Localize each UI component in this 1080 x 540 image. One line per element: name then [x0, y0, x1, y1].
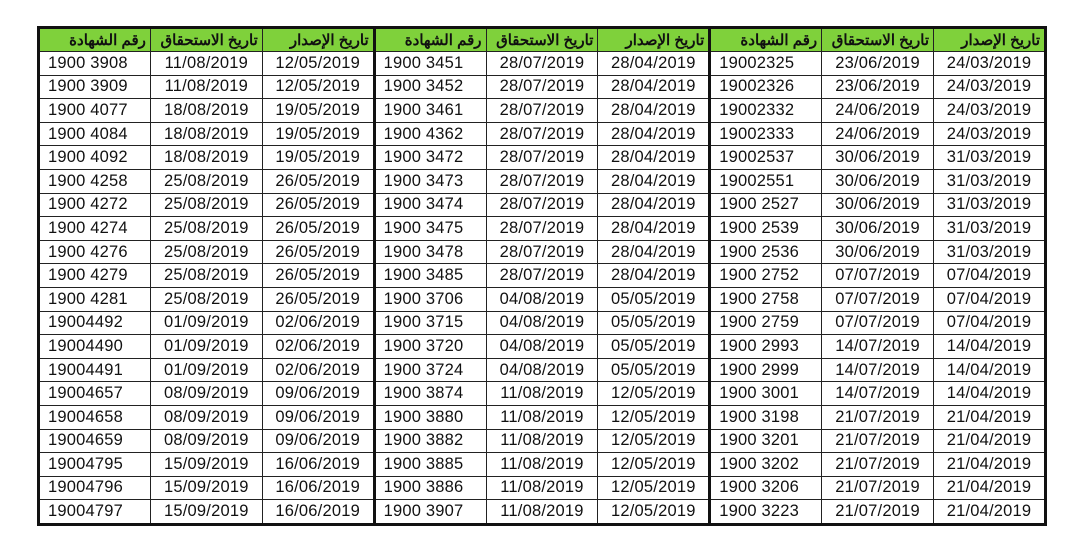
cell-certificate-number: 19002325	[710, 52, 822, 76]
cell-maturity-date: 24/06/2019	[822, 99, 934, 123]
cell-certificate-number: 1900 3452	[374, 75, 486, 99]
cell-issue-date: 28/04/2019	[598, 146, 710, 170]
cell-certificate-number: 1900 3001	[710, 382, 822, 406]
cell-maturity-date: 21/07/2019	[822, 500, 934, 525]
cell-maturity-date: 28/07/2019	[486, 146, 598, 170]
table-row	[39, 146, 1046, 170]
cell-issue-date: 14/04/2019	[934, 335, 1046, 359]
cell-maturity-date: 21/07/2019	[822, 429, 934, 453]
cell-certificate-number: 1900 4281	[39, 287, 151, 311]
cell-certificate-number: 1900 2536	[710, 240, 822, 264]
table-row	[39, 500, 1046, 525]
cell-maturity-date: 25/08/2019	[150, 287, 262, 311]
cell-maturity-date: 18/08/2019	[150, 99, 262, 123]
cell-issue-date: 14/04/2019	[934, 382, 1046, 406]
cell-certificate-number: 1900 3715	[374, 311, 486, 335]
cell-maturity-date: 28/07/2019	[486, 122, 598, 146]
table-row	[39, 382, 1046, 406]
cell-certificate-number: 1900 2993	[710, 335, 822, 359]
cell-maturity-date: 01/09/2019	[150, 311, 262, 335]
cell-certificate-number: 19004658	[39, 405, 151, 429]
cell-issue-date: 16/06/2019	[262, 453, 374, 477]
cell-certificate-number: 1900 3201	[710, 429, 822, 453]
cell-certificate-number: 1900 3724	[374, 358, 486, 382]
table-row	[39, 217, 1046, 241]
cell-issue-date: 31/03/2019	[934, 146, 1046, 170]
cell-issue-date: 28/04/2019	[598, 193, 710, 217]
cell-issue-date: 21/04/2019	[934, 476, 1046, 500]
cell-maturity-date: 28/07/2019	[486, 193, 598, 217]
certificate-table-container	[37, 26, 1047, 524]
cell-maturity-date: 11/08/2019	[486, 405, 598, 429]
cell-maturity-date: 07/07/2019	[822, 264, 934, 288]
table-row	[39, 52, 1046, 76]
cell-issue-date: 12/05/2019	[598, 500, 710, 525]
cell-maturity-date: 04/08/2019	[486, 358, 598, 382]
header-maturity-date: تاريخ الاستحقاق	[822, 28, 934, 52]
cell-maturity-date: 11/08/2019	[486, 500, 598, 525]
cell-maturity-date: 30/06/2019	[822, 193, 934, 217]
cell-issue-date: 26/05/2019	[262, 169, 374, 193]
cell-certificate-number: 1900 3475	[374, 217, 486, 241]
table-row	[39, 358, 1046, 382]
cell-maturity-date: 14/07/2019	[822, 382, 934, 406]
table-row	[39, 75, 1046, 99]
cell-issue-date: 16/06/2019	[262, 500, 374, 525]
cell-maturity-date: 25/08/2019	[150, 240, 262, 264]
cell-issue-date: 21/04/2019	[934, 500, 1046, 525]
cell-maturity-date: 08/09/2019	[150, 382, 262, 406]
cell-certificate-number: 1900 3474	[374, 193, 486, 217]
cell-certificate-number: 19004795	[39, 453, 151, 477]
table-header-row	[39, 28, 1046, 52]
cell-issue-date: 16/06/2019	[262, 476, 374, 500]
header-certificate-number: رقم الشهادة	[39, 28, 151, 52]
cell-certificate-number: 1900 3198	[710, 405, 822, 429]
header-certificate-number: رقم الشهادة	[710, 28, 822, 52]
cell-certificate-number: 1900 2999	[710, 358, 822, 382]
cell-maturity-date: 15/09/2019	[150, 500, 262, 525]
table-row	[39, 240, 1046, 264]
header-issue-date: تاريخ الإصدار	[262, 28, 374, 52]
cell-issue-date: 05/05/2019	[598, 287, 710, 311]
cell-certificate-number: 1900 4272	[39, 193, 151, 217]
cell-issue-date: 05/05/2019	[598, 311, 710, 335]
cell-issue-date: 31/03/2019	[934, 217, 1046, 241]
cell-certificate-number: 19004492	[39, 311, 151, 335]
cell-maturity-date: 28/07/2019	[486, 99, 598, 123]
table-row	[39, 193, 1046, 217]
cell-certificate-number: 1900 4258	[39, 169, 151, 193]
cell-certificate-number: 19004659	[39, 429, 151, 453]
cell-maturity-date: 11/08/2019	[150, 52, 262, 76]
cell-certificate-number: 1900 3451	[374, 52, 486, 76]
cell-maturity-date: 28/07/2019	[486, 264, 598, 288]
table-row	[39, 264, 1046, 288]
header-maturity-date: تاريخ الاستحقاق	[150, 28, 262, 52]
cell-certificate-number: 1900 2758	[710, 287, 822, 311]
cell-certificate-number: 19002326	[710, 75, 822, 99]
cell-certificate-number: 1900 3706	[374, 287, 486, 311]
cell-maturity-date: 23/06/2019	[822, 75, 934, 99]
cell-maturity-date: 30/06/2019	[822, 240, 934, 264]
cell-certificate-number: 1900 2539	[710, 217, 822, 241]
cell-maturity-date: 11/08/2019	[486, 476, 598, 500]
cell-maturity-date: 25/08/2019	[150, 169, 262, 193]
cell-issue-date: 12/05/2019	[598, 405, 710, 429]
cell-certificate-number: 1900 3472	[374, 146, 486, 170]
table-row	[39, 311, 1046, 335]
cell-maturity-date: 04/08/2019	[486, 335, 598, 359]
cell-certificate-number: 1900 4084	[39, 122, 151, 146]
certificate-table	[37, 26, 1047, 526]
cell-issue-date: 12/05/2019	[598, 429, 710, 453]
header-certificate-number: رقم الشهادة	[374, 28, 486, 52]
cell-certificate-number: 1900 3880	[374, 405, 486, 429]
cell-issue-date: 24/03/2019	[934, 99, 1046, 123]
cell-maturity-date: 30/06/2019	[822, 217, 934, 241]
cell-issue-date: 12/05/2019	[262, 52, 374, 76]
cell-certificate-number: 1900 3473	[374, 169, 486, 193]
cell-issue-date: 21/04/2019	[934, 429, 1046, 453]
cell-maturity-date: 11/08/2019	[486, 429, 598, 453]
cell-certificate-number: 1900 3202	[710, 453, 822, 477]
cell-certificate-number: 1900 3907	[374, 500, 486, 525]
cell-issue-date: 12/05/2019	[598, 453, 710, 477]
cell-issue-date: 31/03/2019	[934, 240, 1046, 264]
cell-maturity-date: 07/07/2019	[822, 287, 934, 311]
cell-certificate-number: 19002551	[710, 169, 822, 193]
cell-issue-date: 09/06/2019	[262, 382, 374, 406]
cell-maturity-date: 25/08/2019	[150, 264, 262, 288]
cell-maturity-date: 14/07/2019	[822, 358, 934, 382]
cell-certificate-number: 1900 3223	[710, 500, 822, 525]
cell-certificate-number: 19004657	[39, 382, 151, 406]
cell-maturity-date: 14/07/2019	[822, 335, 934, 359]
cell-issue-date: 31/03/2019	[934, 193, 1046, 217]
table-row	[39, 99, 1046, 123]
cell-certificate-number: 19004491	[39, 358, 151, 382]
cell-issue-date: 02/06/2019	[262, 358, 374, 382]
cell-issue-date: 24/03/2019	[934, 122, 1046, 146]
table-row	[39, 429, 1046, 453]
cell-certificate-number: 1900 4362	[374, 122, 486, 146]
cell-maturity-date: 11/08/2019	[486, 382, 598, 406]
cell-issue-date: 19/05/2019	[262, 146, 374, 170]
cell-certificate-number: 1900 3882	[374, 429, 486, 453]
cell-issue-date: 28/04/2019	[598, 99, 710, 123]
cell-issue-date: 28/04/2019	[598, 122, 710, 146]
table-row	[39, 405, 1046, 429]
cell-maturity-date: 21/07/2019	[822, 405, 934, 429]
cell-issue-date: 26/05/2019	[262, 264, 374, 288]
table-row	[39, 122, 1046, 146]
cell-issue-date: 19/05/2019	[262, 122, 374, 146]
cell-issue-date: 19/05/2019	[262, 99, 374, 123]
cell-certificate-number: 1900 4077	[39, 99, 151, 123]
cell-issue-date: 24/03/2019	[934, 75, 1046, 99]
cell-issue-date: 12/05/2019	[262, 75, 374, 99]
cell-issue-date: 05/05/2019	[598, 335, 710, 359]
header-issue-date: تاريخ الإصدار	[598, 28, 710, 52]
cell-certificate-number: 19002332	[710, 99, 822, 123]
cell-issue-date: 07/04/2019	[934, 311, 1046, 335]
cell-certificate-number: 1900 3908	[39, 52, 151, 76]
cell-issue-date: 07/04/2019	[934, 264, 1046, 288]
cell-issue-date: 21/04/2019	[934, 453, 1046, 477]
cell-issue-date: 28/04/2019	[598, 240, 710, 264]
cell-maturity-date: 18/08/2019	[150, 146, 262, 170]
cell-issue-date: 09/06/2019	[262, 405, 374, 429]
cell-certificate-number: 1900 3886	[374, 476, 486, 500]
cell-certificate-number: 1900 2752	[710, 264, 822, 288]
cell-issue-date: 12/05/2019	[598, 382, 710, 406]
cell-certificate-number: 1900 4276	[39, 240, 151, 264]
cell-certificate-number: 19004490	[39, 335, 151, 359]
cell-maturity-date: 15/09/2019	[150, 476, 262, 500]
cell-certificate-number: 19002537	[710, 146, 822, 170]
cell-certificate-number: 1900 4279	[39, 264, 151, 288]
cell-certificate-number: 19002333	[710, 122, 822, 146]
table-row	[39, 476, 1046, 500]
cell-certificate-number: 1900 3461	[374, 99, 486, 123]
cell-maturity-date: 30/06/2019	[822, 146, 934, 170]
cell-certificate-number: 1900 3909	[39, 75, 151, 99]
cell-issue-date: 26/05/2019	[262, 240, 374, 264]
cell-issue-date: 28/04/2019	[598, 169, 710, 193]
cell-issue-date: 05/05/2019	[598, 358, 710, 382]
cell-issue-date: 02/06/2019	[262, 335, 374, 359]
cell-maturity-date: 11/08/2019	[150, 75, 262, 99]
cell-certificate-number: 1900 4092	[39, 146, 151, 170]
cell-maturity-date: 21/07/2019	[822, 476, 934, 500]
cell-maturity-date: 28/07/2019	[486, 240, 598, 264]
header-issue-date: تاريخ الإصدار	[934, 28, 1046, 52]
cell-certificate-number: 19004797	[39, 500, 151, 525]
cell-issue-date: 28/04/2019	[598, 75, 710, 99]
cell-issue-date: 09/06/2019	[262, 429, 374, 453]
header-maturity-date: تاريخ الاستحقاق	[486, 28, 598, 52]
cell-maturity-date: 18/08/2019	[150, 122, 262, 146]
table-body	[39, 52, 1046, 525]
cell-issue-date: 28/04/2019	[598, 217, 710, 241]
cell-issue-date: 02/06/2019	[262, 311, 374, 335]
cell-issue-date: 07/04/2019	[934, 287, 1046, 311]
table-row	[39, 453, 1046, 477]
cell-issue-date: 24/03/2019	[934, 52, 1046, 76]
cell-maturity-date: 04/08/2019	[486, 287, 598, 311]
cell-maturity-date: 25/08/2019	[150, 193, 262, 217]
cell-maturity-date: 07/07/2019	[822, 311, 934, 335]
cell-issue-date: 14/04/2019	[934, 358, 1046, 382]
cell-maturity-date: 28/07/2019	[486, 52, 598, 76]
cell-certificate-number: 1900 2527	[710, 193, 822, 217]
cell-maturity-date: 30/06/2019	[822, 169, 934, 193]
cell-certificate-number: 1900 3885	[374, 453, 486, 477]
cell-certificate-number: 19004796	[39, 476, 151, 500]
cell-certificate-number: 1900 3874	[374, 382, 486, 406]
table-row	[39, 335, 1046, 359]
table-row	[39, 169, 1046, 193]
cell-maturity-date: 08/09/2019	[150, 405, 262, 429]
cell-maturity-date: 28/07/2019	[486, 75, 598, 99]
cell-maturity-date: 08/09/2019	[150, 429, 262, 453]
cell-maturity-date: 25/08/2019	[150, 217, 262, 241]
cell-issue-date: 31/03/2019	[934, 169, 1046, 193]
cell-maturity-date: 01/09/2019	[150, 335, 262, 359]
cell-maturity-date: 28/07/2019	[486, 169, 598, 193]
cell-issue-date: 26/05/2019	[262, 287, 374, 311]
cell-maturity-date: 04/08/2019	[486, 311, 598, 335]
cell-issue-date: 26/05/2019	[262, 217, 374, 241]
cell-certificate-number: 1900 3206	[710, 476, 822, 500]
cell-certificate-number: 1900 2759	[710, 311, 822, 335]
cell-issue-date: 26/05/2019	[262, 193, 374, 217]
cell-certificate-number: 1900 3478	[374, 240, 486, 264]
cell-maturity-date: 11/08/2019	[486, 453, 598, 477]
cell-certificate-number: 1900 3720	[374, 335, 486, 359]
cell-issue-date: 12/05/2019	[598, 476, 710, 500]
table-row	[39, 287, 1046, 311]
cell-maturity-date: 28/07/2019	[486, 217, 598, 241]
cell-certificate-number: 1900 3485	[374, 264, 486, 288]
cell-issue-date: 21/04/2019	[934, 405, 1046, 429]
cell-maturity-date: 23/06/2019	[822, 52, 934, 76]
cell-issue-date: 28/04/2019	[598, 52, 710, 76]
cell-maturity-date: 24/06/2019	[822, 122, 934, 146]
cell-maturity-date: 01/09/2019	[150, 358, 262, 382]
cell-maturity-date: 15/09/2019	[150, 453, 262, 477]
cell-issue-date: 28/04/2019	[598, 264, 710, 288]
cell-maturity-date: 21/07/2019	[822, 453, 934, 477]
cell-certificate-number: 1900 4274	[39, 217, 151, 241]
